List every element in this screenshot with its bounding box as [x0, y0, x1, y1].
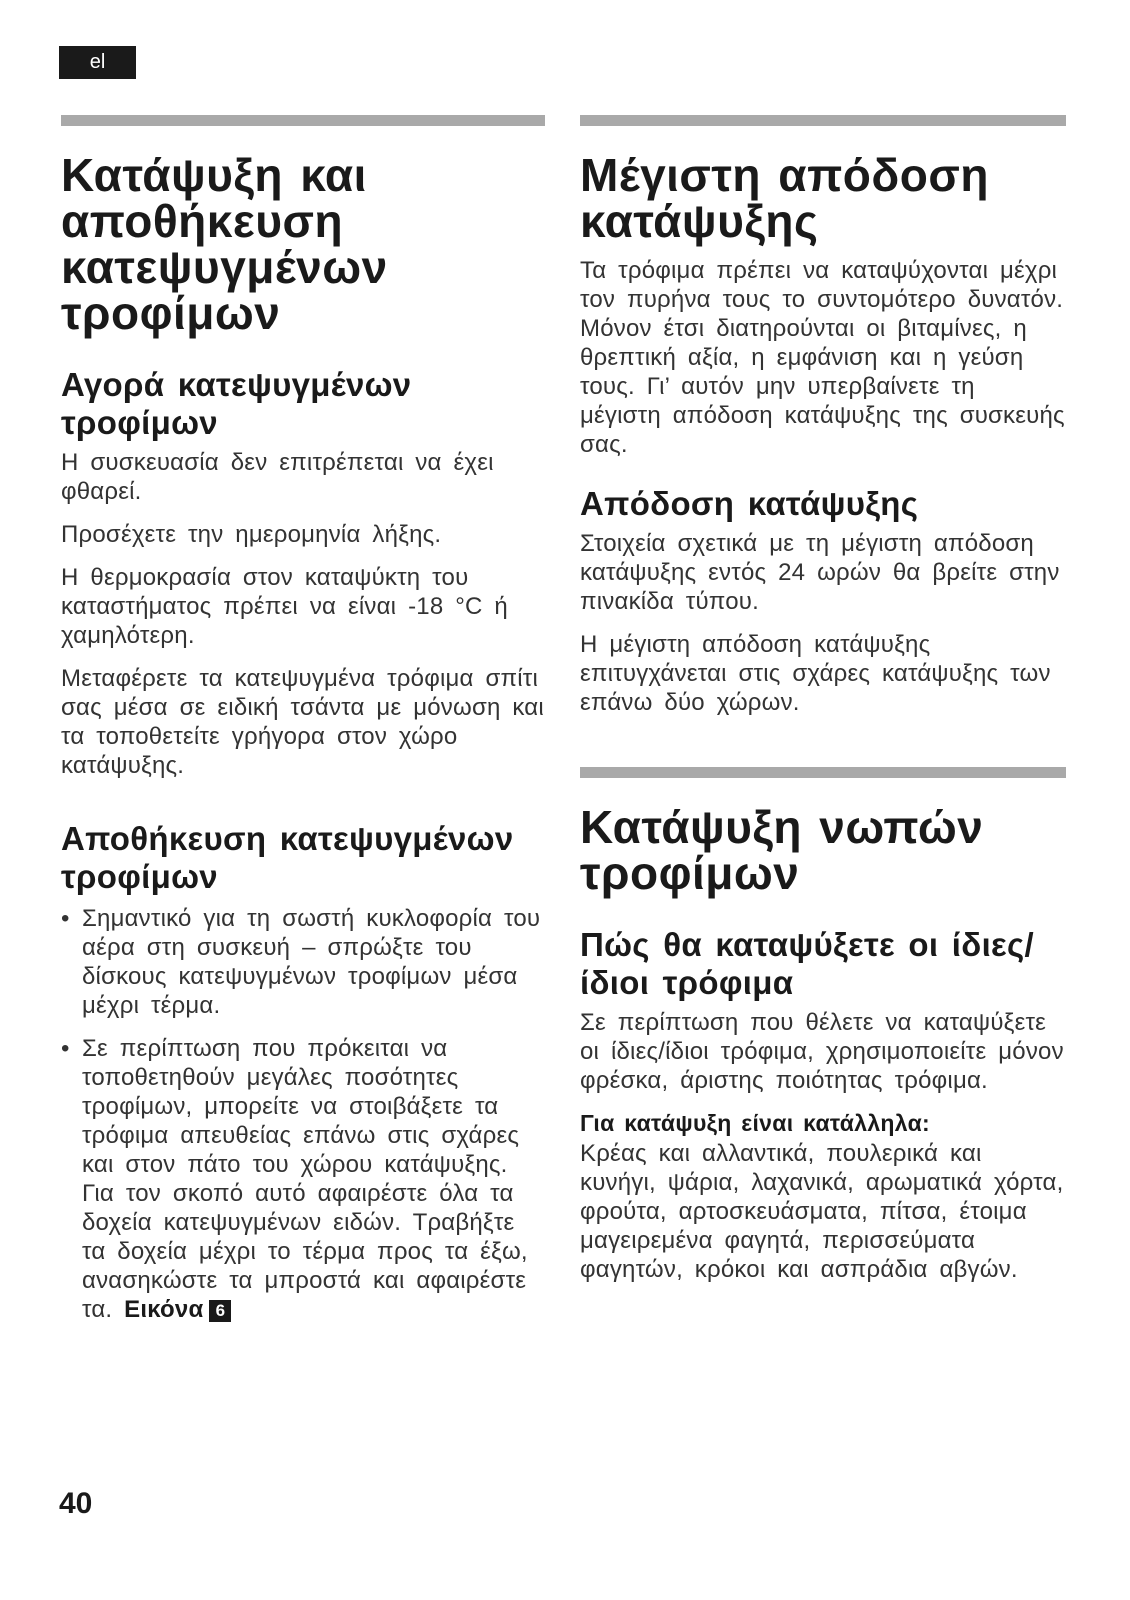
figure-reference: Εικόνα — [124, 1296, 204, 1323]
section-rule — [580, 115, 1066, 126]
storage-list — [61, 904, 545, 1324]
bullet: • — [61, 905, 70, 932]
section-title-fresh-food: Κατάψυξη νωπών τροφίμων — [580, 801, 984, 899]
list-item — [61, 904, 545, 1020]
language-badge: el — [59, 46, 136, 79]
list-item-text: Σημαντικό για τη σωστή κυκλοφορία του αέρα στη συσκευή – σπρώξτε του δίσκους κατεψυγμένων τροφίμων μέσα μέχρι τέρμα. — [82, 905, 541, 1019]
paragraph: Τα τρόφιμα πρέπει να καταψύχονται μέχρι τον πυρήνα τους το συντομότερο δυνατόν. Μόνον έτσι διατηρούνται οι βιταμίνες, η θρεπτική αξία, η εμφάνιση και η γεύση τους. Γι’ αυτόν μην υπερβαίνετε τη μέγιστη απόδοση κατάψυξης της συσκευής σας. — [580, 257, 1065, 458]
paragraph: Η μέγιστη απόδοση κατάψυξης επιτυγχάνεται στις σχάρες κατάψυξης των επάνω δύο χώρων. — [580, 631, 1051, 716]
section-title-max-freezing: Μέγιστη απόδοση κατάψυξης — [580, 149, 989, 247]
section-rule — [61, 115, 545, 126]
list-item-text: Σε περίπτωση που πρόκειται να τοποθετηθούν μεγάλες ποσότητες τροφίμων, μπορείτε να στοιβάξετε τα τρόφιμα απευθείας επάνω στις σχάρες και στον πάτο του χώρου κατάψυξης. Για τον σκοπό αυτό αφαιρέστε όλα τα δοχεία κατεψυγμένων ειδών. Τραβήξτε τα δοχεία μέχρι το τέρμα προς τα έξω, ανασηκώστε τα μπροστά και αφαιρέστε τα. — [82, 1035, 528, 1323]
paragraph: Η συσκευασία δεν επιτρέπεται να έχει φθαρεί. — [61, 449, 494, 505]
figure-number-badge: 6 — [209, 1300, 231, 1322]
section-rule — [580, 767, 1066, 778]
bullet: • — [61, 1035, 70, 1062]
paragraph: Προσέχετε την ημερομηνία λήξης. — [61, 521, 442, 548]
paragraph: Σε περίπτωση που θέλετε να καταψύξετε οι ίδιες/ίδιοι τρόφιμα, χρησιμοποιείτε μόνον φρέσκα, άριστης ποιότητας τρόφιμα. — [580, 1009, 1064, 1094]
page-number: 40 — [59, 1487, 93, 1520]
subheading-storage: Αποθήκευση κατεψυγμένων τροφίμων — [61, 820, 514, 895]
paragraph: Η θερμοκρασία στον καταψύκτη του καταστήματος πρέπει να είναι -18 °C ή χαμηλότερη. — [61, 564, 508, 649]
subheading-freezing-capacity: Απόδοση κατάψυξης — [580, 485, 919, 522]
list-item — [61, 1034, 545, 1324]
paragraph: Κρέας και αλλαντικά, πουλερικά και κυνήγι, ψάρια, λαχανικά, αρωματικά χόρτα, φρούτα, αρτοσκευάσματα, πίτσα, έτοιμα μαγειρεμένα φαγητά, περισσεύματα φαγητών, κρόκοι και ασπράδια αβγών. — [580, 1140, 1064, 1283]
left-column — [61, 115, 545, 1324]
subheading-own-freezing: Πώς θα καταψύξετε οι ίδιες/ίδιοι τρόφιμα — [580, 926, 1034, 1001]
paragraph: Μεταφέρετε τα κατεψυγμένα τρόφιμα σπίτι σας μέσα σε ειδική τσάντα με μόνωση και τα τοποθετείτε γρήγορα στον χώρο κατάψυξης. — [61, 665, 544, 779]
subheading-buying: Αγορά κατεψυγμένων τροφίμων — [61, 366, 412, 441]
suitable-heading: Για κατάψυξη είναι κατάλληλα: — [580, 1110, 930, 1136]
right-column — [580, 115, 1066, 1284]
section-title-freezing-storage: Κατάψυξη και αποθήκευση κατεψυγμένων τροφίμων — [61, 149, 388, 339]
paragraph: Στοιχεία σχετικά με τη μέγιστη απόδοση κατάψυξης εντός 24 ωρών θα βρείτε στην πινακίδα τύπου. — [580, 530, 1060, 615]
